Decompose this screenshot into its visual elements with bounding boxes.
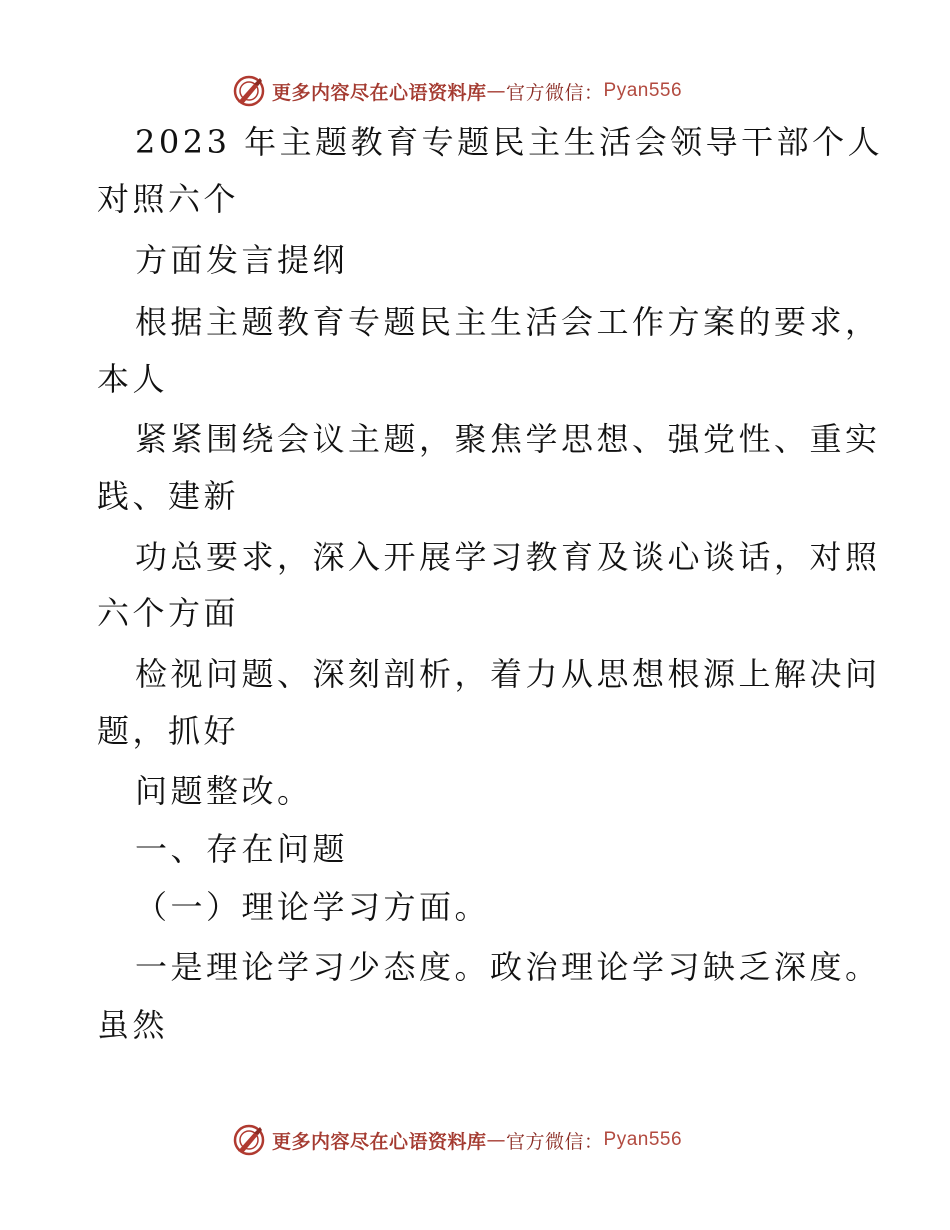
header-watermark-banner xyxy=(232,71,682,111)
body-line: 践、建新 xyxy=(97,477,240,515)
body-line: 问题整改。 xyxy=(135,772,313,810)
subsection-heading: （一）理论学习方面。 xyxy=(135,888,491,926)
title-line-3: 方面发言提纲 xyxy=(135,241,349,279)
body-line: 检视问题、深刻剖析，着力从思想根源上解决问 xyxy=(135,655,881,693)
banner-wechat-label: 官方微信： xyxy=(506,81,604,104)
banner-wechat-label: 官方微信： xyxy=(506,1130,604,1153)
banner-separator: — xyxy=(486,80,507,102)
body-line: 本人 xyxy=(97,360,169,398)
body-line: 紧紧围绕会议主题，聚焦学思想、强党性、重实 xyxy=(135,420,881,458)
section-heading: 一、存在问题 xyxy=(135,830,349,868)
banner-main-text: 更多内容尽在心语资料库 xyxy=(272,81,487,104)
title-line-2: 对照六个 xyxy=(97,180,240,218)
body-line: 题，抓好 xyxy=(97,712,240,750)
body-line: 功总要求，深入开展学习教育及谈心谈话，对照 xyxy=(135,538,881,576)
body-line: 六个方面 xyxy=(97,594,240,632)
banner-separator: — xyxy=(486,1129,507,1151)
pen-logo-icon xyxy=(232,74,266,108)
body-line: 虽然 xyxy=(97,1006,169,1044)
banner-wechat-id: Pyan556 xyxy=(603,1129,683,1150)
banner-wechat-id: Pyan556 xyxy=(603,80,683,101)
body-line: 一是理论学习少态度。政治理论学习缺乏深度。 xyxy=(135,948,881,986)
pen-logo-icon xyxy=(232,1123,266,1157)
banner-main-text: 更多内容尽在心语资料库 xyxy=(272,1130,487,1153)
title-line-1: 2023 年主题教育专题民主生活会领导干部个人 xyxy=(135,123,884,161)
footer-watermark-banner xyxy=(232,1120,682,1160)
body-line: 根据主题教育专题民主生活会工作方案的要求， xyxy=(135,303,881,341)
